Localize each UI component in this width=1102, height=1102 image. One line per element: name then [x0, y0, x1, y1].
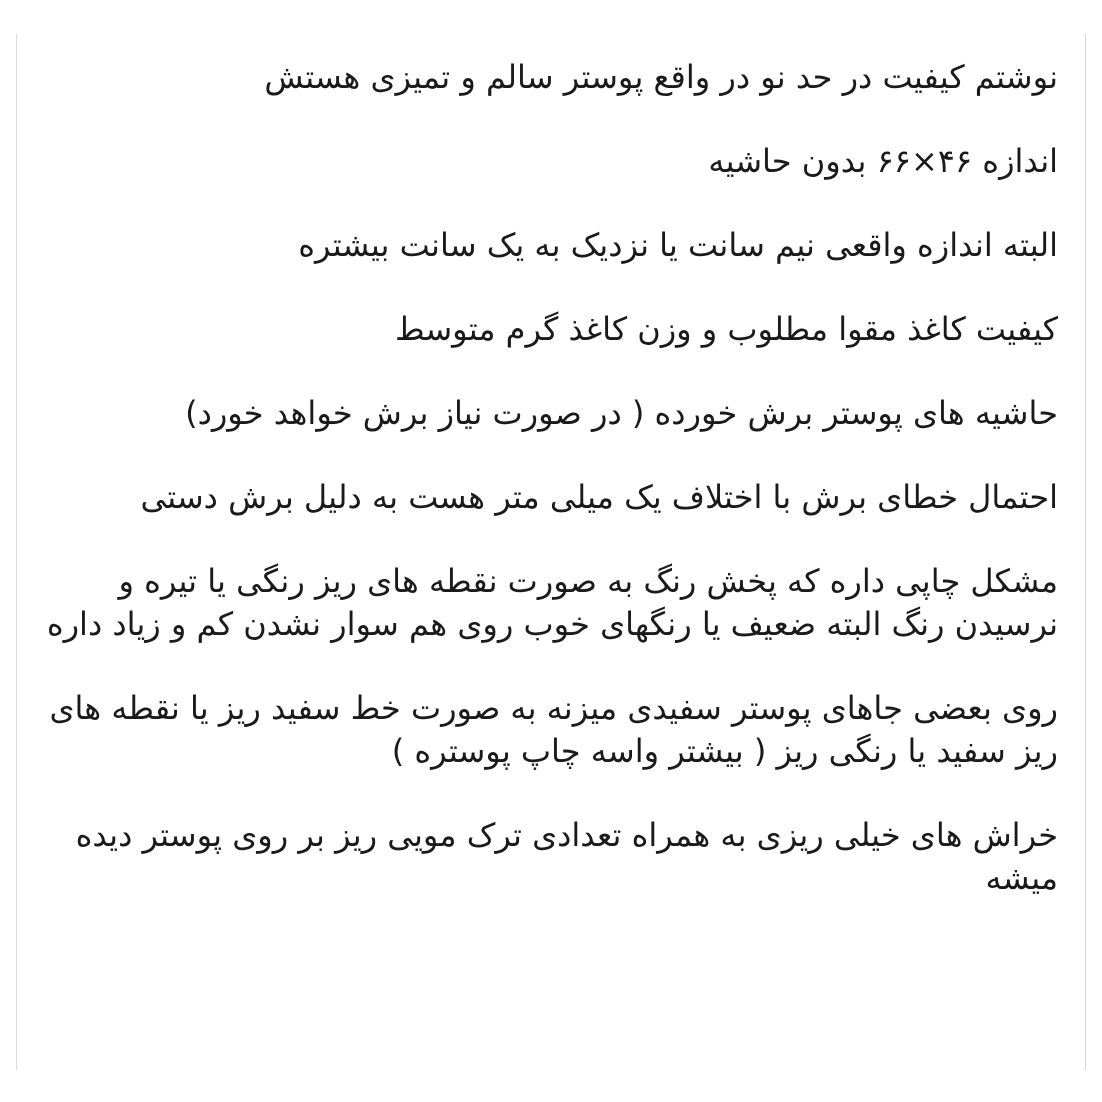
paragraph-margins: حاشیه های پوستر برش خورده ( در صورت نیاز برش خواهد خورد) [185, 394, 1058, 432]
paragraph-paper-quality: کیفیت کاغذ مقوا مطلوب و وزن کاغذ گرم متوسط [394, 310, 1058, 348]
paragraph-white-marks: روی بعضی جاهای پوستر سفیدی میزنه به صورت خط سفید ریز یا نقطه های ریز سفید یا رنگی ریز ( بیشتر واسه چاپ پوستره ) [49, 689, 1058, 770]
description-text [40, 56, 1058, 900]
paragraph-condition: نوشتم کیفیت در حد نو در واقع پوستر سالم و تمیزی هستش [264, 58, 1058, 96]
paragraph-actual-size: البته اندازه واقعی نیم سانت یا نزدیک به یک سانت بیشتره [298, 226, 1058, 264]
paragraph-cut-error: احتمال خطای برش با اختلاف یک میلی متر هست به دلیل برش دستی [140, 478, 1058, 516]
paragraph-scratches: خراش های خیلی ریزی به همراه تعدادی ترک مویی ریز بر روی پوستر دیده میشه [75, 816, 1058, 897]
paragraph-size: اندازه ۴۶×۶۶ بدون حاشیه [708, 142, 1058, 180]
paragraph-print-issue: مشکل چاپی داره که پخش رنگ به صورت نقطه های ریز رنگی یا تیره و نرسیدن رنگ البته ضعیف یا رنگهای خوب روی هم سوار نشدن کم و زیاد داره [46, 562, 1058, 643]
